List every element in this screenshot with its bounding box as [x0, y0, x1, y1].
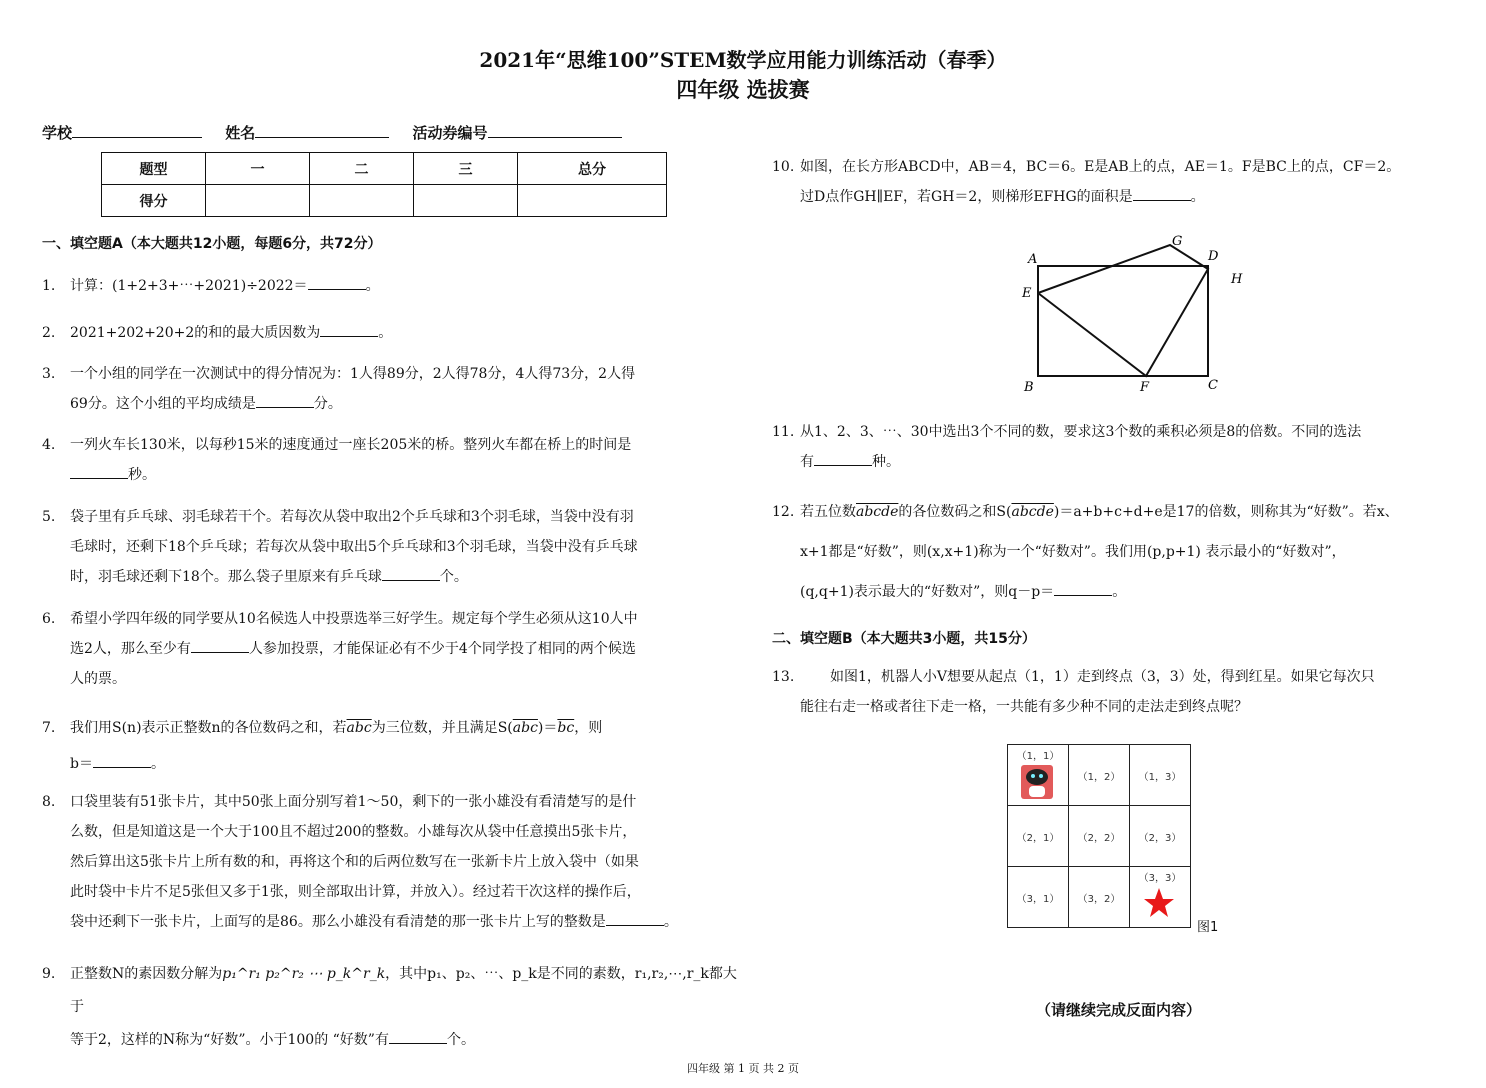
- grid-cell: （1，3）: [1130, 745, 1191, 806]
- grid-cell: （2，2）: [1069, 806, 1130, 867]
- question-text: 有: [800, 454, 814, 470]
- question-number: 6.: [42, 611, 56, 627]
- score-table: [101, 152, 667, 217]
- page-subtitle: 四年级 选拔赛: [676, 77, 810, 102]
- question-text: 袋中还剩下一张卡片，上面写的是86。那么小雄没有看清楚的那一张卡片上写的整数是: [70, 914, 606, 930]
- question-text: 一个小组的同学在一次测试中的得分情况为：1人得89分，2人得78分，4人得73分，2人得: [70, 366, 636, 382]
- question-text: 如图1，机器人小V想要从起点（1，1）走到终点（3，3）处，得到红星。如果它每次只: [830, 669, 1375, 685]
- grid-cell-end: [1130, 867, 1191, 928]
- student-info-row: [42, 122, 622, 143]
- question-text: 的各位数码之和S(: [898, 504, 1012, 520]
- question-text: 希望小学四年级的同学要从10名候选人中投票选举三好学生。规定每个学生必须从这10人中: [70, 611, 638, 627]
- question-text: 个。: [446, 1032, 475, 1048]
- overline-number: abcde: [856, 504, 899, 520]
- row-label-score: 得分: [102, 185, 206, 217]
- question-3: [42, 359, 742, 419]
- question-8: [42, 787, 742, 937]
- question-text: 如图，在长方形ABCD中，AB＝4，BC＝6。E是AB上的点，AE＝1。F是BC上的点，CF＝2。: [800, 159, 1401, 175]
- answer-blank[interactable]: [70, 466, 128, 479]
- answer-blank[interactable]: [320, 324, 378, 337]
- page-footer: 四年级 第 1 页 共 2 页: [687, 1062, 799, 1075]
- question-text: 为三位数，并且满足S(: [371, 720, 513, 736]
- name-label: 姓名: [225, 124, 256, 142]
- question-text: ，则: [574, 720, 603, 736]
- formula: p₁^r₁ p₂^r₂ ⋯ p_k^r_k: [222, 966, 386, 982]
- question-text: 若五位数: [800, 504, 856, 520]
- question-number: 3.: [42, 366, 56, 382]
- label-f: F: [1140, 380, 1150, 395]
- score-cell[interactable]: [310, 185, 414, 217]
- grid-cell-label: （3，3）: [1138, 873, 1182, 884]
- header-part3: 三: [414, 153, 518, 185]
- question-text: 口袋里装有51张卡片，其中50张上面分别写着1～50，剩下的一张小雄没有看清楚写的是什: [70, 794, 637, 810]
- section-2-heading: 二、填空题B（本大题共3小题，共15分）: [772, 631, 1036, 647]
- name-field[interactable]: [255, 123, 389, 138]
- grid-cell: （1，2）: [1069, 745, 1130, 806]
- question-text: 秒。: [128, 467, 156, 483]
- question-13: [772, 662, 1462, 722]
- question-text: 人参加投票，才能保证必有不少于4个同学投了相同的两个候选: [248, 641, 636, 657]
- score-cell[interactable]: [206, 185, 310, 217]
- question-1: [42, 271, 742, 301]
- period: 。: [1112, 584, 1127, 600]
- label-h: H: [1231, 272, 1243, 287]
- grid-cell-start: [1008, 745, 1069, 806]
- question-number: 4.: [42, 437, 56, 453]
- question-text: b＝: [70, 756, 93, 772]
- question-text: ，其中p₁、p₂、⋯、p_k是不同的素数，r₁,r₂,⋯,r_k都大于: [70, 966, 737, 1015]
- answer-blank[interactable]: [93, 755, 151, 768]
- continue-note: （请继续完成反面内容）: [1036, 1001, 1202, 1019]
- answer-blank[interactable]: [308, 277, 366, 290]
- question-text: 我们用S(n)表示正整数n的各位数码之和，若: [70, 720, 347, 736]
- question-text: )＝a+b+c+d+e是17的倍数，则称其为“好数”。若x、: [1053, 504, 1399, 520]
- label-g: G: [1172, 234, 1183, 249]
- question-4: [42, 430, 742, 490]
- question-text: 69分。这个小组的平均成绩是: [70, 396, 256, 412]
- question-12: [772, 492, 1462, 612]
- header-part2: 二: [310, 153, 414, 185]
- question-text: 正整数N的素因数分解为: [70, 966, 223, 982]
- label-d: D: [1208, 249, 1219, 264]
- question-text: 袋子里有乒乓球、羽毛球若干个。若每次从袋中取出2个乒乓球和3个羽毛球，当袋中没有羽: [70, 509, 634, 525]
- grid-cell: （2，1）: [1008, 806, 1069, 867]
- question-11: [772, 417, 1462, 477]
- section-1-heading: 一、填空题A（本大题共12小题，每题6分，共72分）: [42, 236, 382, 252]
- question-text: 选2人，那么至少有: [70, 641, 191, 657]
- period: 。: [663, 914, 678, 930]
- question-text: x+1都是“好数”，则(x,x+1)称为一个“好数对”。我们用(p,p+1) 表示最小的“好数对”，: [800, 544, 1346, 560]
- question-2: [42, 318, 742, 348]
- question-number: 9.: [42, 966, 56, 982]
- overline-number: $\overline{bc}$: [557, 720, 575, 736]
- question-text: 种。: [872, 454, 900, 470]
- question-6: [42, 604, 742, 694]
- label-a: A: [1028, 252, 1038, 267]
- star-icon: [1143, 887, 1175, 919]
- robot-icon: [1021, 765, 1053, 799]
- question-text: 一列火车长130米，以每秒15米的速度通过一座长205米的桥。整列火车都在桥上的时间是: [70, 437, 632, 453]
- question-text: 人的票。: [70, 671, 126, 687]
- answer-blank[interactable]: [606, 913, 664, 926]
- question-number: 13.: [772, 669, 795, 685]
- question-number: 5.: [42, 509, 56, 525]
- grid-cell-label: （1，1）: [1016, 751, 1060, 762]
- answer-blank[interactable]: [382, 568, 440, 581]
- question-number: 1.: [42, 278, 56, 294]
- school-field[interactable]: [72, 123, 202, 138]
- question-number: 7.: [42, 720, 56, 736]
- question-text: (q,q+1)表示最大的“好数对”，则q－p＝: [800, 584, 1055, 600]
- question-text: 分。: [313, 396, 342, 412]
- answer-blank[interactable]: [191, 640, 249, 653]
- overline-number: $\overline{abc}$: [346, 720, 372, 736]
- answer-blank[interactable]: [256, 395, 314, 408]
- question-text: 计算：(1+2+3+⋯+2021)÷2022＝: [70, 278, 308, 294]
- question-7: [42, 710, 742, 782]
- question-number: 10.: [772, 159, 795, 175]
- question-text: 然后算出这5张卡片上所有数的和，再将这个和的后两位数写在一张新卡片上放入袋中（如果: [70, 854, 639, 870]
- header-type: 题型: [102, 153, 206, 185]
- grid-cell: （3，1）: [1008, 867, 1069, 928]
- question-5: [42, 502, 742, 592]
- question-text: 时，羽毛球还剩下18个。那么袋子里原来有乒乓球: [70, 569, 382, 585]
- header-total: 总分: [518, 153, 667, 185]
- question-text: 毛球时，还剩下18个乒乓球；若每次从袋中取出5个乒乓球和3个羽毛球，当袋中没有乒乓球: [70, 539, 638, 555]
- period: 。: [365, 278, 380, 294]
- question-number: 12.: [772, 504, 795, 520]
- score-table-row: [102, 185, 667, 217]
- question-number: 8.: [42, 794, 56, 810]
- question-text: )＝: [537, 720, 558, 736]
- header-part1: 一: [206, 153, 310, 185]
- question-text: 此时袋中卡片不足5张但又多于1张，则全部取出计算，并放入）。经过若干次这样的操作后，: [70, 884, 641, 900]
- period: 。: [1190, 189, 1205, 205]
- question-text: 能往右走一格或者往下走一格，一共能有多少种不同的走法走到终点呢？: [800, 699, 1248, 715]
- answer-blank[interactable]: [1054, 583, 1112, 596]
- page-title: 2021年“思维100”STEM数学应用能力训练活动（春季）: [479, 48, 1007, 72]
- ticket-label: 活动券编号: [412, 124, 488, 142]
- school-label: 学校: [42, 124, 73, 142]
- question-number: 2.: [42, 325, 56, 341]
- score-cell[interactable]: [518, 185, 667, 217]
- grid-cell: （2，3）: [1130, 806, 1191, 867]
- grid-cell: （3，2）: [1069, 867, 1130, 928]
- question-number: 11.: [772, 424, 795, 440]
- answer-blank[interactable]: [1133, 188, 1191, 201]
- period: 。: [378, 325, 393, 341]
- question-10: [772, 152, 1462, 212]
- question-text: 么数，但是知道这是一个大于100且不超过200的整数。小雄每次从袋中任意摸出5张卡片，: [70, 824, 637, 840]
- label-b: B: [1024, 380, 1034, 395]
- label-e: E: [1022, 286, 1032, 301]
- score-cell[interactable]: [414, 185, 518, 217]
- question-text: 等于2，这样的N称为“好数”。小于100的 “好数”有: [70, 1032, 389, 1048]
- answer-blank[interactable]: [814, 453, 872, 466]
- question-9: [42, 958, 742, 1057]
- period: 。: [150, 756, 165, 772]
- question-text: 从1、2、3、⋯、30中选出3个不同的数，要求这3个数的乘积必须是8的倍数。不同的选法: [800, 424, 1362, 440]
- question-text: 2021+202+20+2的和的最大质因数为: [70, 325, 321, 341]
- question-text: 个。: [439, 569, 468, 585]
- answer-blank[interactable]: [389, 1031, 447, 1044]
- question-text: 过D点作GH∥EF，若GH＝2，则梯形EFHG的面积是: [800, 189, 1133, 205]
- figure-caption: 图1: [1197, 920, 1219, 935]
- overline-number: abcde: [1011, 504, 1054, 520]
- geometry-figure: [1010, 228, 1250, 400]
- overline-number: $\overline{abc}$: [512, 720, 538, 736]
- ticket-field[interactable]: [488, 123, 622, 138]
- score-table-header: [102, 153, 667, 185]
- label-c: C: [1208, 378, 1218, 393]
- trapezoid-efhg: [1038, 245, 1208, 376]
- path-grid: [1007, 744, 1191, 928]
